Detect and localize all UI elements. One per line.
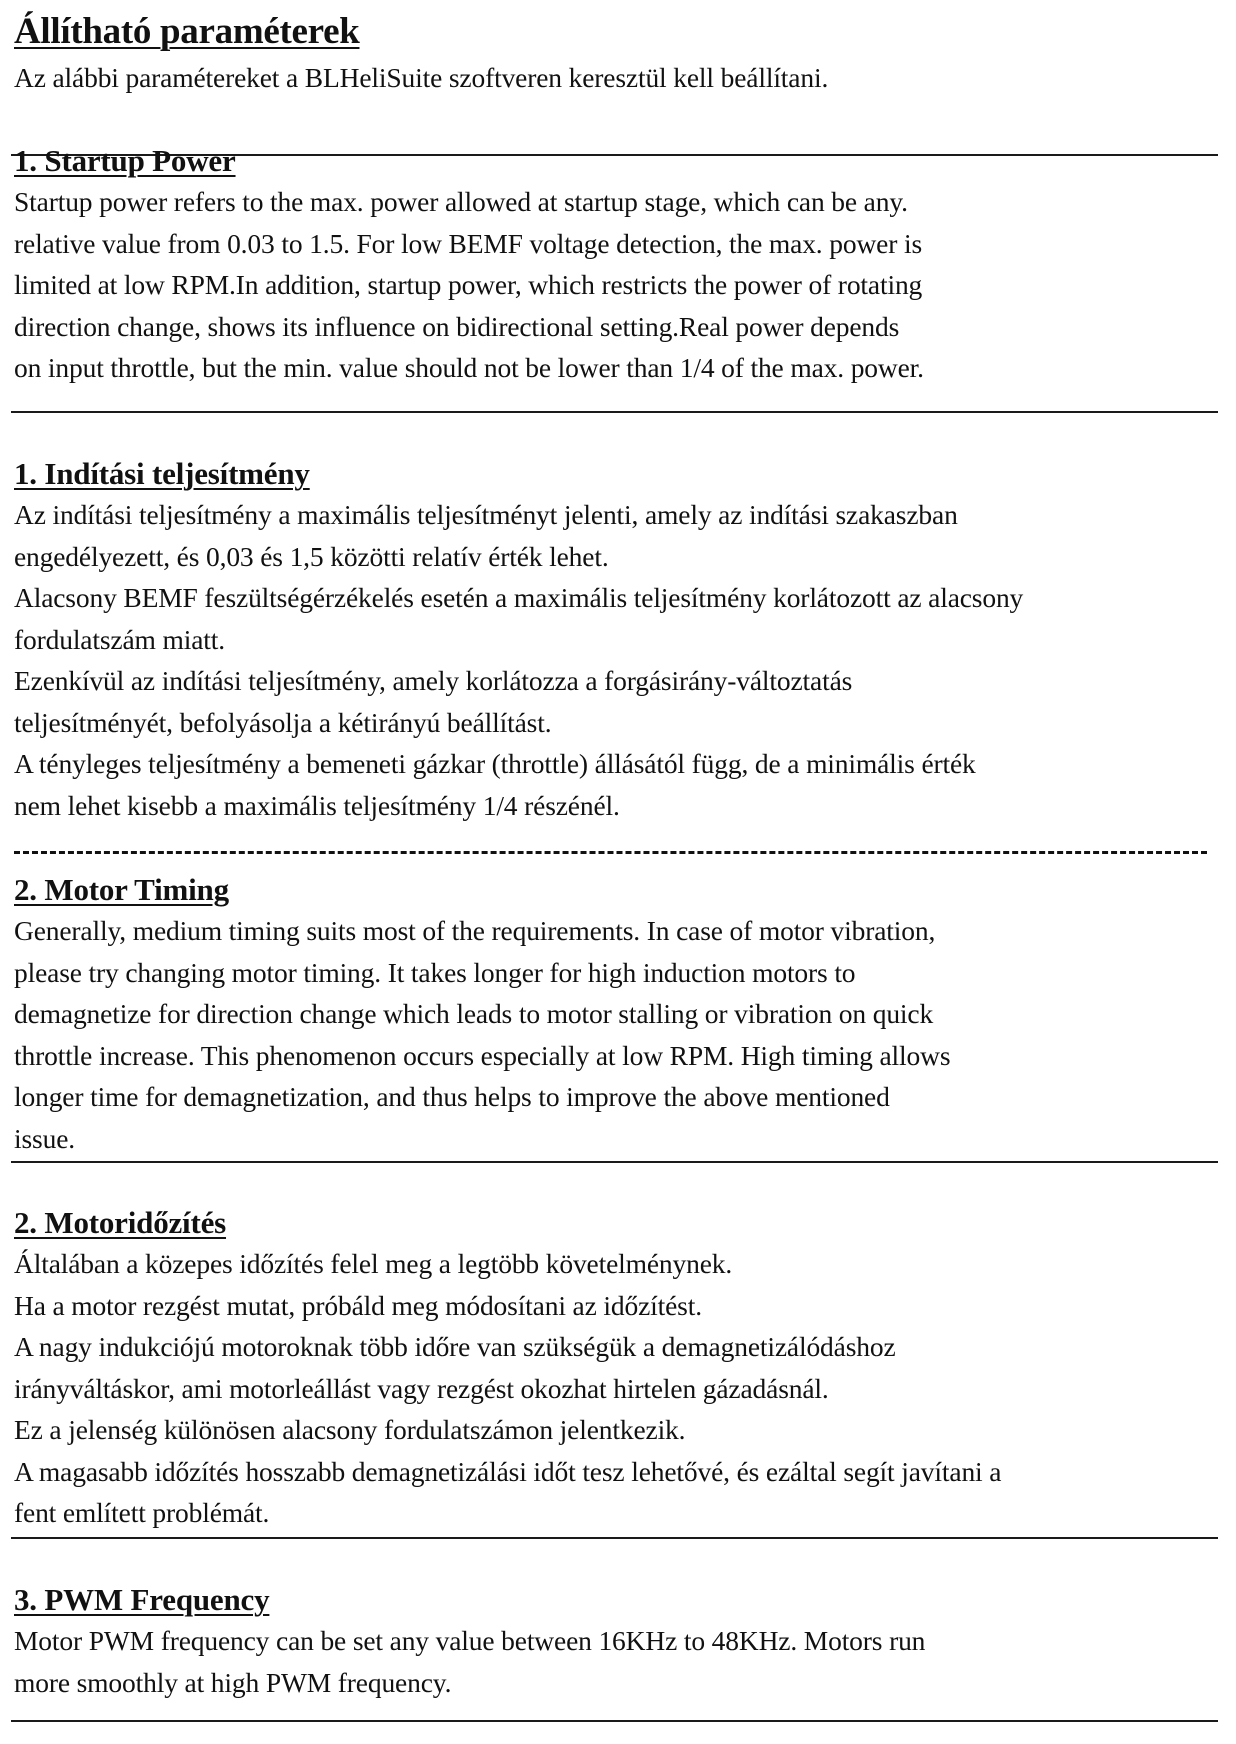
section-divider (11, 411, 1218, 413)
section-body-motor-timing (14, 910, 950, 1159)
text-line: relative value from 0.03 to 1.5. For low BEMF voltage detection, the max. power is (14, 227, 922, 259)
text-line: Motor PWM frequency can be set any value between 16KHz to 48KHz. Motors run (14, 1625, 926, 1656)
dashed-divider (14, 851, 1207, 854)
text-line: A magasabb időzítés hosszabb demagnetizálási időt tesz lehetővé, és ezáltal segít javítani a (14, 1455, 1002, 1487)
text-line: Ha a motor rezgést mutat, próbáld meg módosítani az időzítést. (14, 1289, 702, 1321)
text-line: Generally, medium timing suits most of the requirements. In case of motor vibration, (14, 915, 936, 946)
text-line: A nagy indukciójú motoroknak több időre van szükségük a demagnetizálódáshoz (14, 1331, 896, 1362)
section-divider (11, 1720, 1218, 1722)
text-line: nem lehet kisebb a maximális teljesítmény 1/4 részénél. (14, 789, 620, 821)
text-line: engedélyezett, és 0,03 és 1,5 közötti relatív érték lehet. (14, 540, 609, 572)
section-body-motoridozites (14, 1243, 1001, 1534)
text-line: fordulatszám miatt. (14, 623, 225, 655)
text-line: please try changing motor timing. It takes longer for high induction motors to (14, 956, 856, 988)
text-line: A tényleges teljesítmény a bemeneti gázkar (throttle) állásától függ, de a minimális érték (14, 748, 976, 779)
text-line: irányváltáskor, ami motorleállást vagy rezgést okozhat hirtelen gázadásnál. (14, 1372, 829, 1404)
text-line: limited at low RPM.In addition, startup power, which restricts the power of rotating (14, 269, 923, 300)
text-line: direction change, shows its influence on bidirectional setting.Real power depends (14, 310, 900, 342)
section-heading-inditasi-teljesitmeny: 1. Indítási teljesítmény (14, 456, 310, 491)
section-divider (11, 1161, 1218, 1163)
text-line: throttle increase. This phenomenon occurs especially at low RPM. High timing allows (14, 1039, 951, 1071)
text-line: Alacsony BEMF feszültségérzékelés esetén a maximális teljesítmény korlátozott az alacsony (14, 582, 1024, 613)
page-title: Állítható paraméterek (14, 11, 360, 52)
text-line: more smoothly at high PWM frequency. (14, 1666, 452, 1698)
section-heading-pwm-frequency: 3. PWM Frequency (14, 1582, 270, 1617)
text-line: longer time for demagnetization, and thus helps to improve the above mentioned (14, 1081, 890, 1112)
text-line: Startup power refers to the max. power allowed at startup stage, which can be any. (14, 186, 908, 217)
text-line: fent említett problémát. (14, 1497, 270, 1528)
section-heading-startup-power: 1. Startup Power (14, 143, 236, 178)
text-line: on input throttle, but the min. value should not be lower than 1/4 of the max. power. (14, 352, 924, 383)
section-divider (11, 1537, 1218, 1539)
text-line: demagnetize for direction change which leads to motor stalling or vibration on quick (14, 998, 934, 1029)
text-line: Általában a közepes időzítés felel meg a legtöbb követelménynek. (14, 1248, 733, 1279)
text-line: Az indítási teljesítmény a maximális teljesítményt jelenti, amely az indítási szakaszban (14, 499, 958, 530)
section-body-pwm-frequency (14, 1620, 925, 1703)
text-line: teljesítményét, befolyásolja a kétirányú beállítást. (14, 706, 552, 738)
intro-text: Az alábbi paramétereket a BLHeliSuite szoftveren keresztül kell beállítani. (14, 62, 829, 93)
section-body-startup-power (14, 181, 924, 389)
section-heading-motor-timing: 2. Motor Timing (14, 872, 229, 907)
text-line: issue. (14, 1122, 75, 1154)
section-body-inditasi-teljesitmeny (14, 494, 1023, 826)
text-line: Ezenkívül az indítási teljesítmény, amely korlátozza a forgásirány-változtatás (14, 665, 853, 696)
section-heading-motoridozites: 2. Motoridőzítés (14, 1205, 227, 1240)
text-line: Ez a jelenség különösen alacsony fordulatszámon jelentkezik. (14, 1414, 686, 1445)
